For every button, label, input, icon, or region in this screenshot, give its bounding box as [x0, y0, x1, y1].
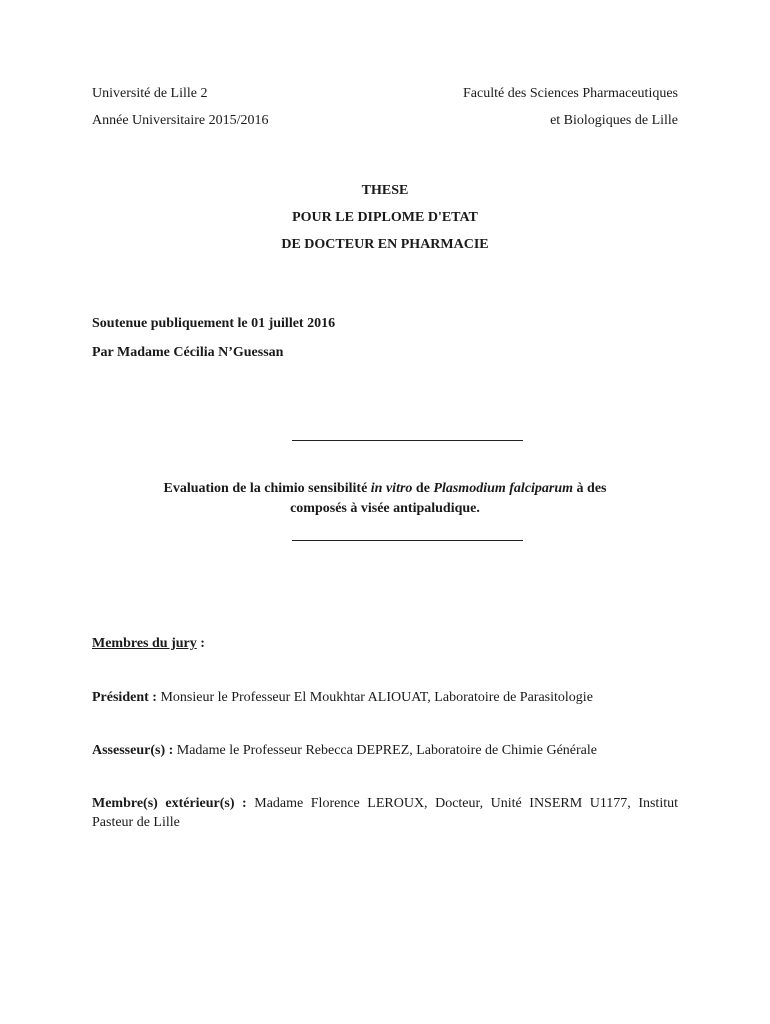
thesis-heading: THESE [361, 183, 409, 198]
assessor-text: Madame le Professeur Rebecca DEPREZ, Laboratoire de Chimie Générale [173, 743, 597, 758]
title-text-2: de [412, 481, 434, 496]
president-label: Président : [92, 690, 157, 705]
title-text-3: à des composés à visée antipaludique. [290, 481, 607, 516]
assessor-label: Assesseur(s) : [92, 743, 174, 758]
jury-president [92, 688, 678, 707]
university-name: Université de Lille 2 [92, 86, 208, 101]
bottom-divider [292, 540, 523, 541]
president-text: Monsieur le Professeur El Moukhtar ALIOUAT, Laboratoire de Parasitologie [156, 690, 593, 705]
thesis-title [150, 479, 620, 519]
academic-year: Année Universitaire 2015/2016 [92, 113, 269, 128]
faculty-name-line2: et Biologiques de Lille [550, 113, 678, 128]
external-label: Membre(s) extérieur(s) : [92, 796, 247, 811]
degree-line: DE DOCTEUR EN PHARMACIE [281, 237, 489, 252]
title-text-1: Evaluation de la chimio sensibilité [163, 481, 371, 496]
jury-heading-label: Membres du jury [92, 636, 197, 651]
jury-assessor [92, 741, 678, 760]
defense-date: Soutenue publiquement le 01 juillet 2016 [92, 316, 336, 331]
top-divider [292, 440, 523, 441]
faculty-name-line1: Faculté des Sciences Pharmaceutiques [463, 86, 678, 101]
diploma-line: POUR LE DIPLOME D'ETAT [292, 210, 478, 225]
author-line: Par Madame Cécilia N’Guessan [92, 345, 284, 360]
external-text: Madame Florence LEROUX, Docteur, Unité INSERM U1177, Institut Pasteur de Lille [92, 796, 678, 830]
jury-external-member [92, 794, 678, 832]
jury-heading [92, 636, 205, 652]
jury-heading-colon: : [196, 636, 205, 651]
title-italic-in-vitro: in vitro [370, 481, 413, 496]
title-italic-species: Plasmodium falciparum [433, 481, 574, 496]
